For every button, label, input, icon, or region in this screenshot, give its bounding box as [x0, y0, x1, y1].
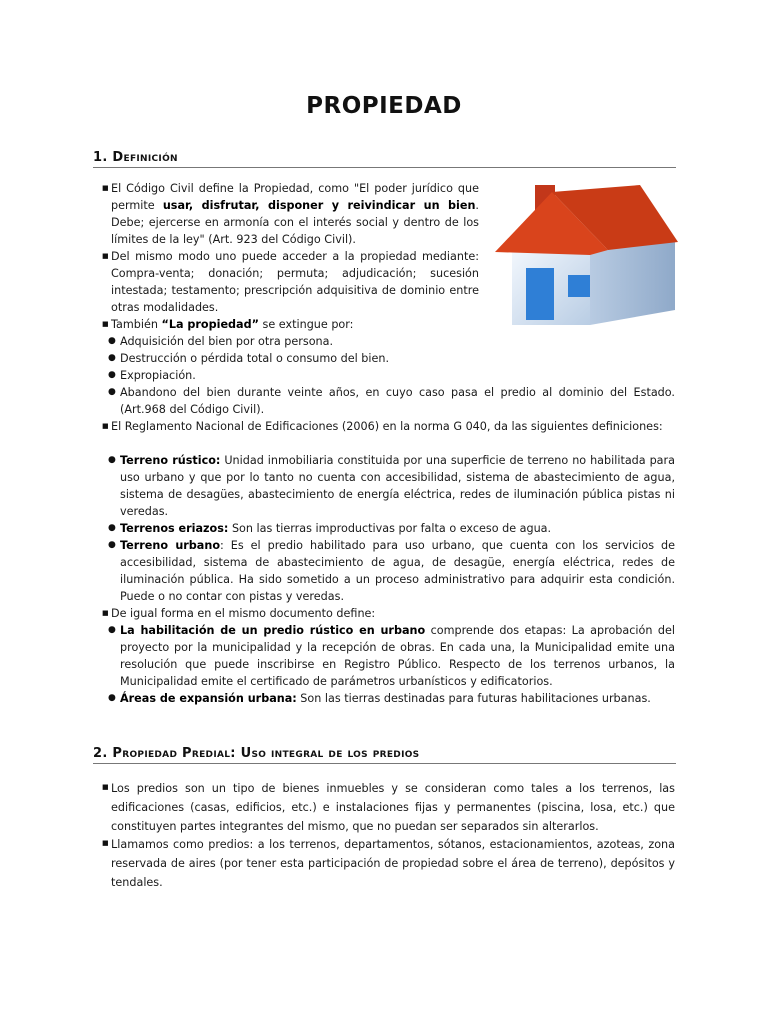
list-item: Abandono del bien durante veinte años, en cuyo caso pasa el predio al dominio del Estado. (Art.968 del Código Civil). [120, 386, 675, 416]
bullet-dot-icon: ● [108, 353, 116, 363]
bullet-square-icon: ■ [102, 839, 109, 847]
bullet-dot-icon: ● [108, 693, 116, 703]
list-item: Adquisición del bien por otra persona. [120, 335, 334, 348]
bullet-square-icon: ■ [102, 320, 109, 328]
paragraph-llamamos: Llamamos como predios: a los terrenos, departamentos, sótanos, estacionamientos, azoteas, zona reservada de aires (por tener esta participación de propiedad sobre el área de terreno), depósitos y tendales. [111, 838, 675, 889]
paragraph-predios: Los predios son un tipo de bienes inmuebles y se consideran como tales a los terrenos, las edificaciones (casas, edificios, etc.) e instalaciones fijas y permanentes (piscina, losa, etc.) que constituyen partes integrantes del mismo, que no puedan ser separados sin alterarlos. [111, 782, 675, 833]
bullet-square-icon: ■ [102, 783, 109, 791]
bullet-dot-icon: ● [108, 387, 116, 397]
bullet-square-icon: ■ [102, 252, 109, 260]
paragraph-extincion: También “La propiedad” se extingue por: [111, 318, 354, 331]
bullet-dot-icon: ● [108, 523, 116, 533]
list-item: Expropiación. [120, 369, 196, 382]
definition-terreno-urbano: Terreno urbano: Es el predio habilitado para uso urbano, que cuenta con los servicios de accesibilidad, sistema de abastecimiento de agua, de desagüe, energía eléctrica, redes de iluminación pública. Ha sido sometido a un proceso administrativo para adquirir esta condición. Puede o no contar con pistas y veredas. [120, 539, 675, 603]
definition-terreno-rustico: Terreno rústico: Unidad inmobiliaria constituida por una superficie de terreno no habilitada para uso urbano y que por lo tanto no cuenta con accesibilidad, sistema de abastecimiento de agua, sistema de desagües, abastecimiento de energía eléctrica, redes de iluminación pública pistas ni veredas. [120, 454, 675, 518]
bullet-dot-icon: ● [108, 336, 116, 346]
page-title: PROPIEDAD [306, 93, 462, 119]
definition-areas-expansion: Áreas de expansión urbana: Son las tierras destinadas para futuras habilitaciones urbanas. [120, 692, 651, 705]
paragraph-documento: De igual forma en el mismo documento define: [111, 607, 376, 620]
bullet-square-icon: ■ [102, 609, 109, 617]
bullet-dot-icon: ● [108, 370, 116, 380]
bullet-dot-icon: ● [108, 455, 116, 465]
paragraph-acceso: Del mismo modo uno puede acceder a la propiedad mediante: Compra-venta; donación; permuta; adjudicación; sucesión intestada; testamento; prescripción adquisitiva de dominio entre otras modalidades. [111, 250, 479, 314]
bullet-square-icon: ■ [102, 422, 109, 430]
definition-terrenos-eriazos: Terrenos eriazos: Son las tierras improductivas por falta o exceso de agua. [120, 522, 552, 535]
house-icon [490, 180, 680, 330]
bullet-square-icon: ■ [102, 184, 109, 192]
list-item: Destrucción o pérdida total o consumo del bien. [120, 352, 390, 365]
paragraph-definicion: El Código Civil define la Propiedad, como "El poder jurídico que permite usar, disfrutar, disponer y reivindicar un bien. Debe; ejercerse en armonía con el interés social y dentro de los límites de la ley" (Art. 923 del Código Civil). [111, 182, 479, 246]
section-heading-propiedad-predial: 2. Propiedad Predial: Uso integral de los predios [93, 746, 676, 764]
section-heading-definicion: 1. Definición [93, 150, 676, 168]
bullet-dot-icon: ● [108, 540, 116, 550]
paragraph-reglamento: El Reglamento Nacional de Edificaciones (2006) en la norma G 040, da las siguientes definiciones: [111, 420, 663, 433]
definition-habilitacion: La habilitación de un predio rústico en urbano comprende dos etapas: La aprobación del proyecto por la municipalidad y la recepción de obras. En cada una, la Municipalidad emite una resolución que puede inscribirse en Registro Público. Respecto de los terrenos urbanos, la Municipalidad emite el certificado de parámetros urbanísticos y edificatorios. [120, 624, 675, 688]
bullet-dot-icon: ● [108, 625, 116, 635]
house-illustration [490, 180, 680, 330]
